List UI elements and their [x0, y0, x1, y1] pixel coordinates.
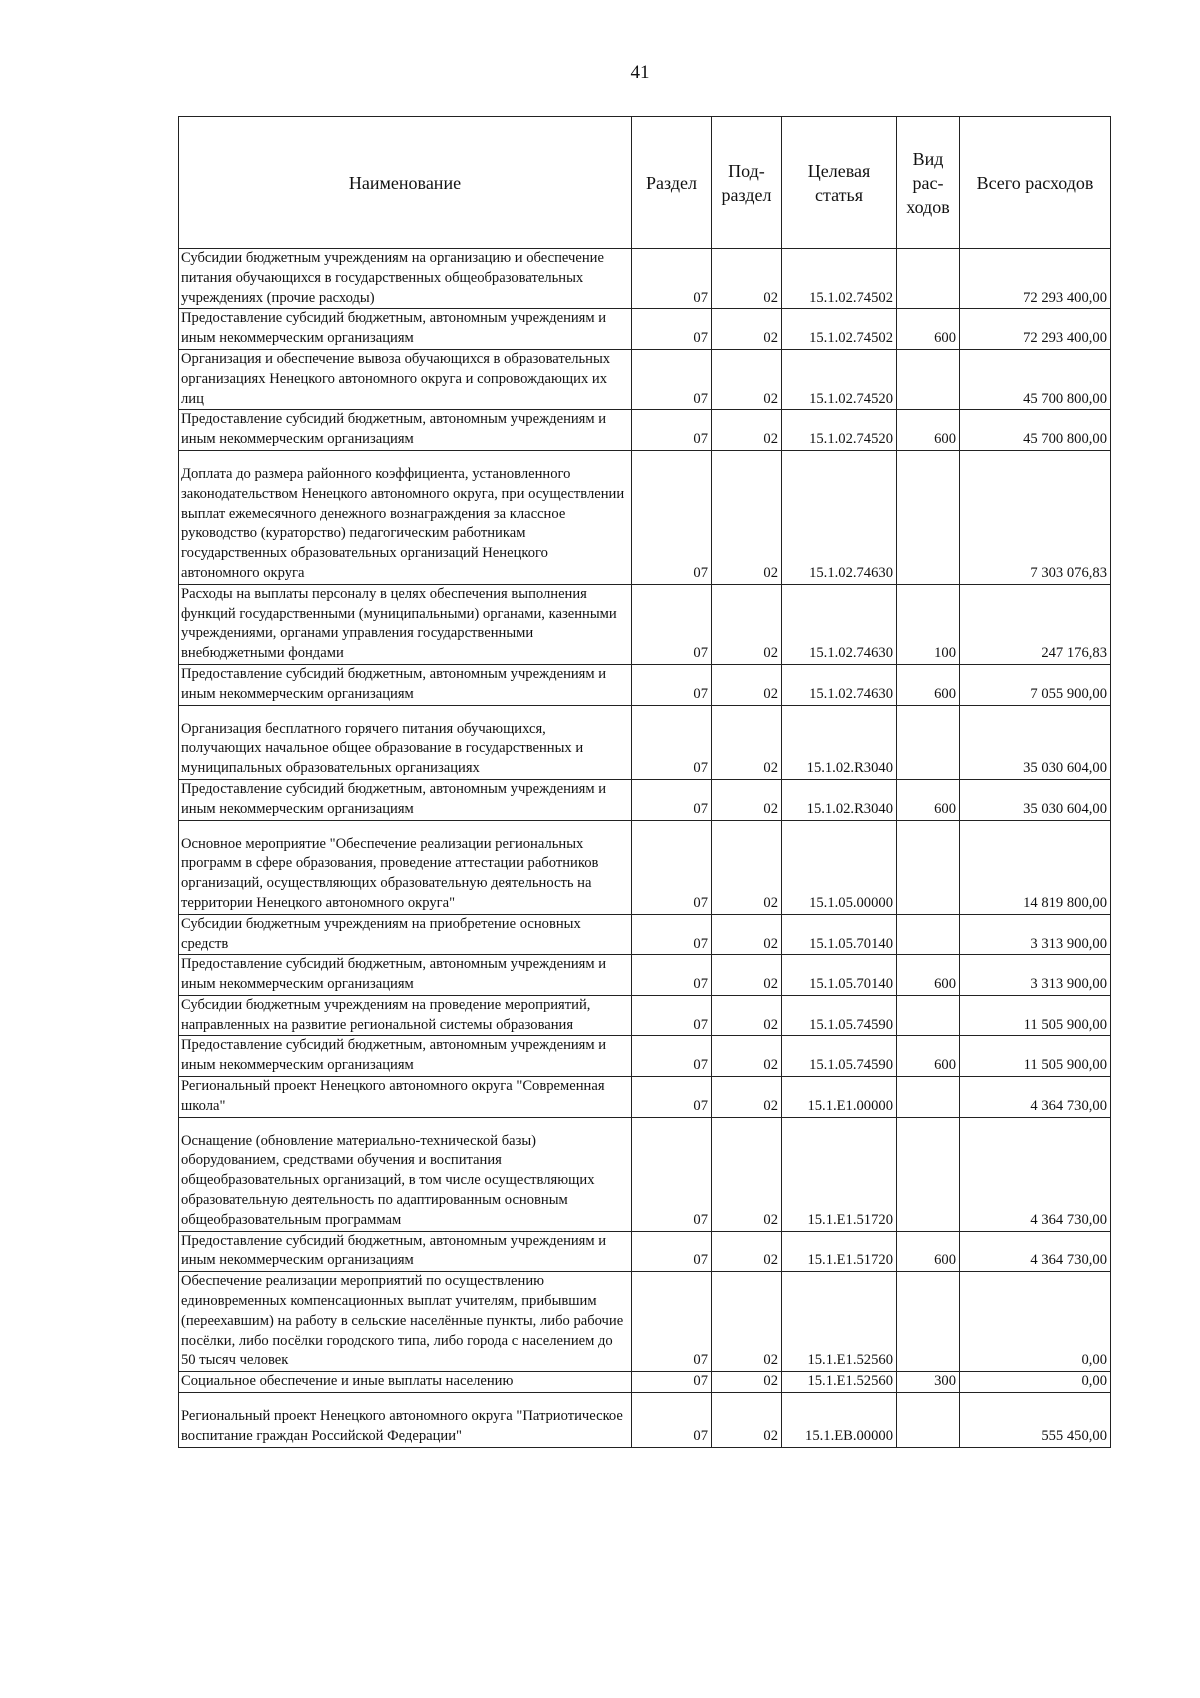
row-name: Предоставление субсидий бюджетным, автономным учреждениям и иным некоммерческим организациям — [179, 1036, 632, 1077]
row-razdel: 07 — [632, 249, 712, 309]
row-name: Основное мероприятие "Обеспечение реализации региональных программ в сфере образования, проведение аттестации работников организаций, осуществляющих образовательную деятельность на территории Ненецкого автономного округа" — [179, 820, 632, 914]
table-row — [179, 1036, 1111, 1077]
row-total: 247 176,83 — [960, 584, 1111, 664]
table-row — [179, 1372, 1111, 1393]
row-razdel: 07 — [632, 955, 712, 996]
row-vid — [897, 1393, 960, 1448]
table-row — [179, 1393, 1111, 1448]
header-vid-text: Вид рас- ходов — [906, 148, 950, 217]
table-row — [179, 779, 1111, 820]
row-name: Предоставление субсидий бюджетным, автономным учреждениям и иным некоммерческим организациям — [179, 309, 632, 350]
row-total: 7 303 076,83 — [960, 450, 1111, 584]
row-razdel: 07 — [632, 1036, 712, 1077]
row-podrazdel: 02 — [712, 1272, 782, 1372]
row-name: Обеспечение реализации мероприятий по осуществлению единовременных компенсационных выплат учителям, прибывшим (переехавшим) на работу в сельские населённые пункты, либо рабочие посёлки, либо посёлки городского типа, либо города с населением до 50 тысяч человек — [179, 1272, 632, 1372]
row-total: 14 819 800,00 — [960, 820, 1111, 914]
row-podrazdel: 02 — [712, 450, 782, 584]
page-number: 41 — [630, 62, 650, 83]
table-row — [179, 450, 1111, 584]
row-total: 35 030 604,00 — [960, 705, 1111, 779]
table-header-row — [179, 117, 1111, 249]
budget-table — [178, 116, 1111, 1448]
table-row — [179, 309, 1111, 350]
row-razdel: 07 — [632, 309, 712, 350]
row-razdel: 07 — [632, 705, 712, 779]
row-vid — [897, 820, 960, 914]
row-podrazdel: 02 — [712, 1231, 782, 1272]
row-total: 3 313 900,00 — [960, 955, 1111, 996]
row-total: 555 450,00 — [960, 1393, 1111, 1448]
row-name: Субсидии бюджетным учреждениям на приобретение основных средств — [179, 914, 632, 955]
row-total: 0,00 — [960, 1372, 1111, 1393]
row-razdel: 07 — [632, 1077, 712, 1118]
row-total: 7 055 900,00 — [960, 664, 1111, 705]
row-celevaya: 15.1.02.74502 — [782, 309, 897, 350]
table-row — [179, 349, 1111, 409]
row-celevaya: 15.1.02.R3040 — [782, 779, 897, 820]
row-name: Организация бесплатного горячего питания обучающихся, получающих начальное общее образование в государственных и муниципальных образовательных организациях — [179, 705, 632, 779]
row-name: Региональный проект Ненецкого автономного округа "Современная школа" — [179, 1077, 632, 1118]
row-razdel: 07 — [632, 450, 712, 584]
header-podrazdel-text: Под- раздел — [721, 160, 772, 205]
row-vid — [897, 705, 960, 779]
table-row — [179, 995, 1111, 1036]
row-podrazdel: 02 — [712, 705, 782, 779]
row-razdel: 07 — [632, 1393, 712, 1448]
row-razdel: 07 — [632, 914, 712, 955]
row-vid: 600 — [897, 779, 960, 820]
header-razdel-text: Раздел — [646, 172, 697, 193]
row-vid — [897, 249, 960, 309]
table-row — [179, 1231, 1111, 1272]
row-celevaya: 15.1.02.74520 — [782, 349, 897, 409]
row-name: Социальное обеспечение и иные выплаты населению — [179, 1372, 632, 1393]
table-row — [179, 1117, 1111, 1231]
row-total: 4 364 730,00 — [960, 1077, 1111, 1118]
row-vid: 600 — [897, 410, 960, 451]
row-name: Предоставление субсидий бюджетным, автономным учреждениям и иным некоммерческим организациям — [179, 779, 632, 820]
row-razdel: 07 — [632, 779, 712, 820]
row-total: 72 293 400,00 — [960, 249, 1111, 309]
row-podrazdel: 02 — [712, 249, 782, 309]
table-row — [179, 705, 1111, 779]
row-razdel: 07 — [632, 1117, 712, 1231]
table-row — [179, 584, 1111, 664]
row-celevaya: 15.1.05.74590 — [782, 1036, 897, 1077]
row-celevaya: 15.1.05.70140 — [782, 955, 897, 996]
row-vid: 600 — [897, 1036, 960, 1077]
row-podrazdel: 02 — [712, 1036, 782, 1077]
header-total-text: Всего расходов — [976, 172, 1094, 193]
row-podrazdel: 02 — [712, 309, 782, 350]
row-vid: 300 — [897, 1372, 960, 1393]
row-vid: 600 — [897, 309, 960, 350]
row-name: Расходы на выплаты персоналу в целях обеспечения выполнения функций государственными (муниципальными) органами, казенными учреждениями, органами управления государственными внебюджетными фондами — [179, 584, 632, 664]
table-row — [179, 249, 1111, 309]
row-vid: 100 — [897, 584, 960, 664]
row-name: Предоставление субсидий бюджетным, автономным учреждениям и иным некоммерческим организациям — [179, 664, 632, 705]
row-vid — [897, 1077, 960, 1118]
row-name: Субсидии бюджетным учреждениям на организацию и обеспечение питания обучающихся в государственных общеобразовательных учреждениях (прочие расходы) — [179, 249, 632, 309]
row-razdel: 07 — [632, 664, 712, 705]
row-celevaya: 15.1.E1.52560 — [782, 1372, 897, 1393]
row-name: Региональный проект Ненецкого автономного округа "Патриотическое воспитание граждан Российской Федерации" — [179, 1393, 632, 1448]
row-name: Субсидии бюджетным учреждениям на проведение мероприятий, направленных на развитие региональной системы образования — [179, 995, 632, 1036]
row-vid: 600 — [897, 664, 960, 705]
row-podrazdel: 02 — [712, 584, 782, 664]
row-podrazdel: 02 — [712, 914, 782, 955]
header-vid — [897, 117, 960, 249]
row-total: 4 364 730,00 — [960, 1231, 1111, 1272]
row-podrazdel: 02 — [712, 955, 782, 996]
row-total: 11 505 900,00 — [960, 1036, 1111, 1077]
row-name: Оснащение (обновление материально-технической базы) оборудованием, средствами обучения и воспитания общеобразовательных организаций, в том числе осуществляющих образовательную деятельность по адаптированным основным общеобразовательным программам — [179, 1117, 632, 1231]
row-podrazdel: 02 — [712, 995, 782, 1036]
row-podrazdel: 02 — [712, 1393, 782, 1448]
row-razdel: 07 — [632, 349, 712, 409]
row-celevaya: 15.1.05.74590 — [782, 995, 897, 1036]
row-total: 0,00 — [960, 1272, 1111, 1372]
header-razdel — [632, 117, 712, 249]
header-total — [960, 117, 1111, 249]
table-row — [179, 664, 1111, 705]
row-celevaya: 15.1.02.74520 — [782, 410, 897, 451]
row-celevaya: 15.1.E1.51720 — [782, 1231, 897, 1272]
row-celevaya: 15.1.E1.51720 — [782, 1117, 897, 1231]
row-total: 3 313 900,00 — [960, 914, 1111, 955]
row-celevaya: 15.1.02.74630 — [782, 664, 897, 705]
row-podrazdel: 02 — [712, 410, 782, 451]
row-razdel: 07 — [632, 1231, 712, 1272]
row-total: 45 700 800,00 — [960, 349, 1111, 409]
row-podrazdel: 02 — [712, 779, 782, 820]
row-podrazdel: 02 — [712, 1077, 782, 1118]
row-celevaya: 15.1.02.74630 — [782, 584, 897, 664]
row-vid — [897, 995, 960, 1036]
row-podrazdel: 02 — [712, 1117, 782, 1231]
row-name: Доплата до размера районного коэффициента, установленного законодательством Ненецкого автономного округа, при осуществлении выплат ежемесячного денежного вознаграждения за классное руководство (кураторство) педагогическим работникам государственных образовательных организаций Ненецкого автономного округа — [179, 450, 632, 584]
row-celevaya: 15.1.02.74502 — [782, 249, 897, 309]
row-vid: 600 — [897, 955, 960, 996]
row-name: Организация и обеспечение вывоза обучающихся в образовательных организациях Ненецкого автономного округа и сопровождающих их лиц — [179, 349, 632, 409]
row-name: Предоставление субсидий бюджетным, автономным учреждениям и иным некоммерческим организациям — [179, 410, 632, 451]
row-vid — [897, 1117, 960, 1231]
row-celevaya: 15.1.E1.52560 — [782, 1272, 897, 1372]
row-vid: 600 — [897, 1231, 960, 1272]
header-name-text: Наименование — [348, 172, 462, 193]
table-row — [179, 955, 1111, 996]
row-razdel: 07 — [632, 410, 712, 451]
row-total: 45 700 800,00 — [960, 410, 1111, 451]
header-celevaya — [782, 117, 897, 249]
row-name: Предоставление субсидий бюджетным, автономным учреждениям и иным некоммерческим организациям — [179, 955, 632, 996]
row-celevaya: 15.1.02.R3040 — [782, 705, 897, 779]
row-total: 35 030 604,00 — [960, 779, 1111, 820]
row-razdel: 07 — [632, 995, 712, 1036]
row-razdel: 07 — [632, 820, 712, 914]
row-total: 4 364 730,00 — [960, 1117, 1111, 1231]
row-razdel: 07 — [632, 584, 712, 664]
row-vid — [897, 349, 960, 409]
row-podrazdel: 02 — [712, 1372, 782, 1393]
table-row — [179, 1272, 1111, 1372]
table-row — [179, 914, 1111, 955]
row-celevaya: 15.1.02.74630 — [782, 450, 897, 584]
row-podrazdel: 02 — [712, 349, 782, 409]
row-razdel: 07 — [632, 1272, 712, 1372]
table-row — [179, 820, 1111, 914]
header-podrazdel — [712, 117, 782, 249]
table-row — [179, 410, 1111, 451]
row-celevaya: 15.1.EB.00000 — [782, 1393, 897, 1448]
row-celevaya: 15.1.E1.00000 — [782, 1077, 897, 1118]
row-name: Предоставление субсидий бюджетным, автономным учреждениям и иным некоммерческим организациям — [179, 1231, 632, 1272]
table-body — [179, 249, 1111, 1448]
row-vid — [897, 450, 960, 584]
row-podrazdel: 02 — [712, 820, 782, 914]
row-razdel: 07 — [632, 1372, 712, 1393]
header-name — [179, 117, 632, 249]
row-vid — [897, 1272, 960, 1372]
row-total: 11 505 900,00 — [960, 995, 1111, 1036]
row-vid — [897, 914, 960, 955]
header-celevaya-text: Целевая статья — [807, 160, 871, 205]
row-podrazdel: 02 — [712, 664, 782, 705]
row-celevaya: 15.1.05.70140 — [782, 914, 897, 955]
row-celevaya: 15.1.05.00000 — [782, 820, 897, 914]
row-total: 72 293 400,00 — [960, 309, 1111, 350]
table-row — [179, 1077, 1111, 1118]
